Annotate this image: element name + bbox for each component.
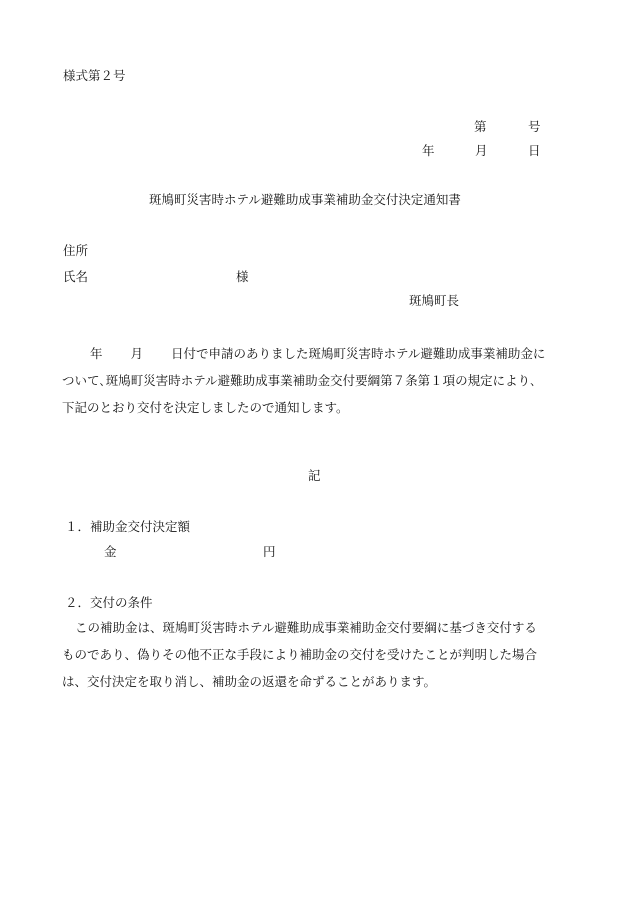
notice-line-1-rest: 日付で申請のありました斑鳩町災害時ホテル避難助成事業補助金に	[171, 346, 546, 361]
notice-line-3: 下記のとおり交付を決定しましたので通知します。	[62, 400, 349, 415]
form-number: 様式第２号	[63, 68, 126, 83]
notice-month: 月	[130, 346, 144, 361]
date-year: 年	[422, 143, 435, 158]
name-label: 氏名	[63, 269, 89, 284]
section-2-heading: ２．交付の条件	[65, 595, 153, 610]
ki-heading: 記	[308, 468, 321, 483]
date-month: 月	[475, 143, 488, 158]
section-1-heading: １．補助金交付決定額	[65, 519, 191, 534]
date-day: 日	[528, 143, 541, 158]
issuer: 斑鳩町長	[409, 293, 460, 308]
doc-number-prefix: 第	[474, 119, 487, 134]
conditions-line-3: は、交付決定を取り消し、補助金の返還を命ずることがあります。	[62, 674, 437, 689]
amount-unit: 円	[263, 544, 276, 559]
conditions-line-2: ものであり、偽りその他不正な手段により補助金の交付を受けたことが判明した場合	[62, 647, 538, 662]
doc-number-suffix: 号	[528, 119, 541, 134]
conditions-body	[62, 614, 582, 695]
notice-year: 年	[90, 346, 103, 361]
address-label: 住所	[63, 243, 89, 258]
conditions-line-1: この補助金は、斑鳩町災害時ホテル避難助成事業補助金交付要綱に基づき交付する	[75, 620, 537, 635]
honorific: 様	[236, 269, 249, 284]
document-title: 斑鳩町災害時ホテル避難助成事業補助金交付決定通知書	[149, 192, 461, 207]
notice-line-2: ついて､斑鳩町災害時ホテル避難助成事業補助金交付要綱第７条第１項の規定により､	[62, 373, 537, 388]
amount-prefix: 金	[104, 544, 117, 559]
notice-line-1	[62, 340, 582, 367]
notice-body	[62, 340, 582, 421]
